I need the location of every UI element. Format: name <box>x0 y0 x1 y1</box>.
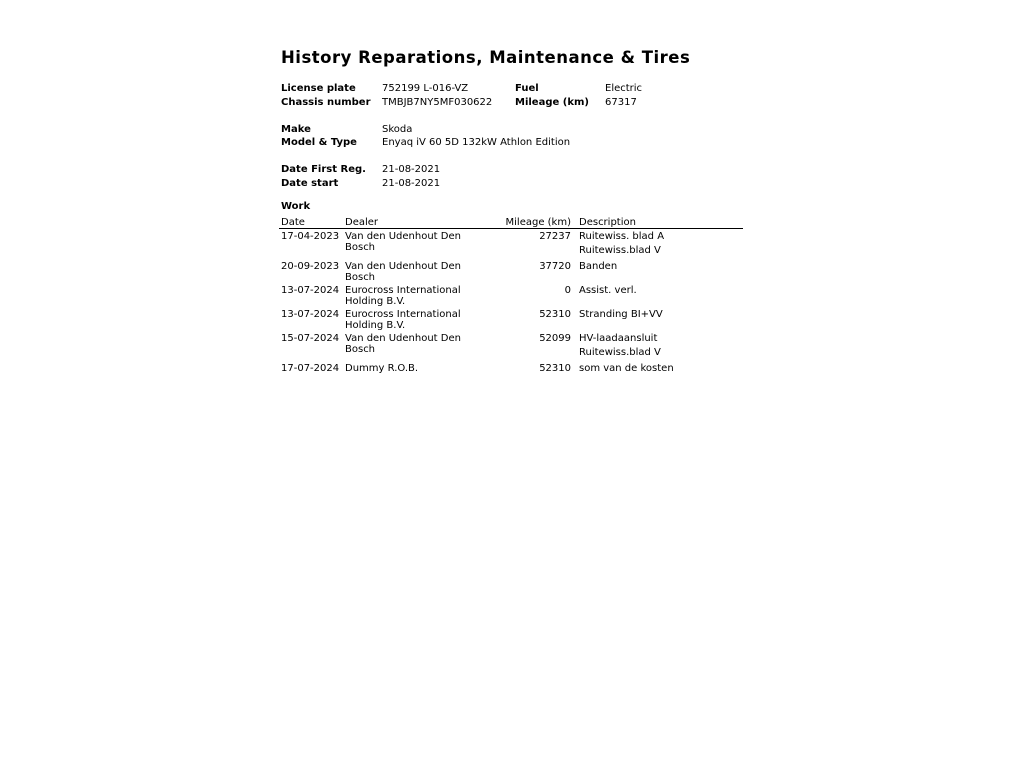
row-dealer: Eurocross International Holding B.V. <box>345 285 461 307</box>
row-mileage: 52310 <box>539 309 571 320</box>
first-reg-label: Date First Reg. <box>281 164 366 175</box>
chassis-value: TMBJB7NY5MF030622 <box>382 97 493 108</box>
table-row <box>279 361 743 377</box>
row-description <box>577 307 743 331</box>
date-start-value: 21-08-2021 <box>382 178 441 189</box>
description-line: Banden <box>579 261 618 272</box>
fuel-value: Electric <box>605 83 643 94</box>
description-line: Assist. verl. <box>579 285 637 296</box>
col-header-description: Description <box>577 216 743 229</box>
table-row <box>279 331 743 361</box>
row-description <box>577 361 743 377</box>
model-type-label: Model & Type <box>281 137 357 148</box>
col-header-mileage: Mileage (km) <box>491 216 577 229</box>
row-mileage: 37720 <box>539 261 571 272</box>
table-row <box>279 283 743 307</box>
make-value: Skoda <box>382 124 413 135</box>
row-date: 13-07-2024 <box>281 309 340 320</box>
col-header-date: Date <box>279 216 343 229</box>
row-dealer: Van den Udenhout Den Bosch <box>345 231 461 253</box>
license-plate-label: License plate <box>281 83 356 94</box>
row-description <box>577 283 743 307</box>
work-heading: Work <box>281 201 311 212</box>
row-mileage: 52310 <box>539 363 571 374</box>
license-plate-value: 752199 L-016-VZ <box>382 83 469 94</box>
model-type-value: Enyaq iV 60 5D 132kW Athlon Edition <box>382 137 571 148</box>
description-line: Ruitewiss. blad A <box>579 231 665 242</box>
page-title: History Reparations, Maintenance & Tires <box>281 48 691 67</box>
row-date: 13-07-2024 <box>281 285 340 296</box>
make-label: Make <box>281 124 311 135</box>
first-reg-value: 21-08-2021 <box>382 164 441 175</box>
row-mileage: 52099 <box>539 333 571 344</box>
row-description <box>577 331 743 361</box>
row-description <box>577 259 743 283</box>
row-mileage: 0 <box>564 285 571 296</box>
description-line: HV-laadaansluit <box>579 333 658 344</box>
mileage-label: Mileage (km) <box>515 97 589 108</box>
date-start-label: Date start <box>281 178 339 189</box>
table-row <box>279 307 743 331</box>
work-table <box>279 216 743 377</box>
description-line: Ruitewiss.blad V <box>579 245 661 256</box>
work-table-header <box>279 216 743 229</box>
row-dealer: Van den Udenhout Den Bosch <box>345 333 461 355</box>
row-dealer: Van den Udenhout Den Bosch <box>345 261 461 283</box>
row-date: 17-04-2023 <box>281 231 340 242</box>
row-date: 17-07-2024 <box>281 363 340 374</box>
description-line: som van de kosten <box>579 363 674 374</box>
table-row <box>279 229 743 260</box>
col-header-dealer: Dealer <box>343 216 491 229</box>
mileage-value: 67317 <box>605 97 637 108</box>
row-dealer: Dummy R.O.B. <box>345 363 419 374</box>
description-line: Ruitewiss.blad V <box>579 347 661 358</box>
row-dealer: Eurocross International Holding B.V. <box>345 309 461 331</box>
description-line: Stranding BI+VV <box>579 309 663 320</box>
row-date: 20-09-2023 <box>281 261 340 272</box>
fuel-label: Fuel <box>515 83 539 94</box>
table-row <box>279 259 743 283</box>
row-mileage: 27237 <box>539 231 571 242</box>
row-description <box>577 229 743 260</box>
chassis-label: Chassis number <box>281 97 371 108</box>
row-date: 15-07-2024 <box>281 333 340 344</box>
